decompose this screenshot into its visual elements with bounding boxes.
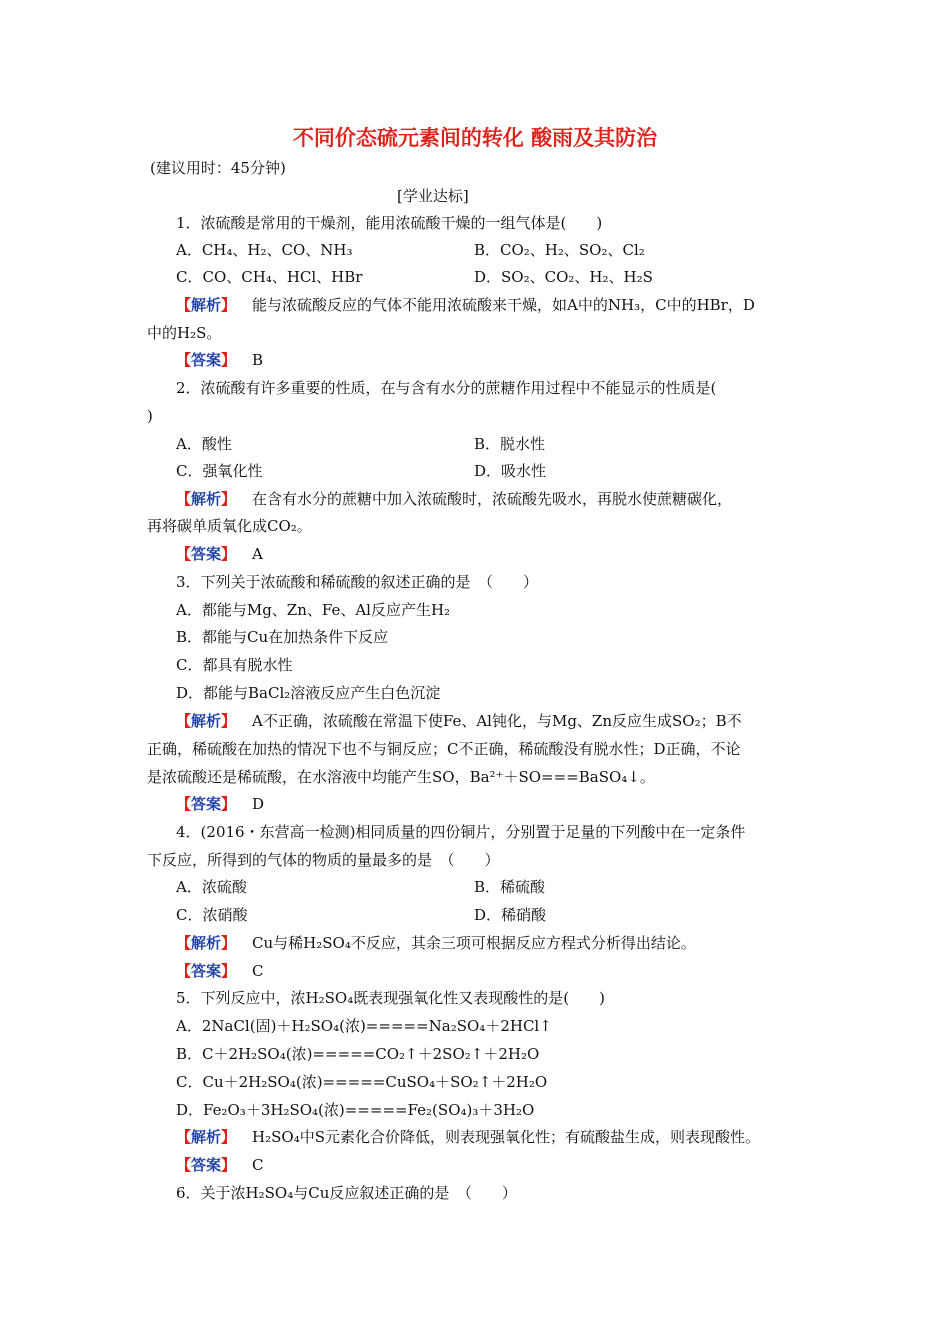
analysis-bracket-close: 】 xyxy=(221,296,237,314)
q1-option-b: B．CO₂、H₂、SO₂、Cl₂ xyxy=(474,241,645,259)
answer-bracket-close: 】 xyxy=(221,545,237,563)
q3-option-a: A．都能与Mg、Zn、Fe、Al反应产生H₂ xyxy=(176,601,451,619)
question-5: 5．下列反应中，浓H₂SO₄既表现强氧化性又表现酸性的是( ) xyxy=(176,989,605,1007)
answer-bracket-close: 】 xyxy=(221,795,237,813)
question-3: 3．下列关于浓硫酸和稀硫酸的叙述正确的是 （ ） xyxy=(176,573,539,591)
analysis-bracket-close: 】 xyxy=(221,490,237,508)
answer-bracket-close: 】 xyxy=(221,962,237,980)
q2-analysis-cont: 再将碳单质氧化成CO₂。 xyxy=(147,517,312,535)
q4-option-d: D．稀硝酸 xyxy=(474,906,547,924)
answer-value: D xyxy=(252,795,265,813)
q3-answer xyxy=(176,794,264,814)
analysis-bracket-close: 】 xyxy=(221,712,237,730)
q3-analysis-cont-1: 正确，稀硫酸在加热的情况下也不与铜反应；C不正确，稀硫酸没有脱水性；D正确，不论 xyxy=(147,740,741,758)
q3-option-d: D．都能与BaCl₂溶液反应产生白色沉淀 xyxy=(176,684,441,702)
answer-value: B xyxy=(252,351,264,369)
q2-option-d: D．吸水性 xyxy=(474,462,547,480)
q5-option-b: B．C＋2H₂SO₄(浓)=====CO₂↑＋2SO₂↑＋2H₂O xyxy=(176,1045,540,1063)
q1-option-d: D．SO₂、CO₂、H₂、H₂S xyxy=(474,268,653,286)
answer-value: C xyxy=(252,962,264,980)
answer-tag: 答案 xyxy=(191,795,222,813)
page-title: 不同价态硫元素间的转化 酸雨及其防治 xyxy=(292,126,658,150)
analysis-bracket-open: 【 xyxy=(176,490,192,508)
q5-analysis xyxy=(176,1127,760,1147)
analysis-text: 能与浓硫酸反应的气体不能用浓硫酸来干燥，如A中的NH₃，C中的HBr，D xyxy=(252,296,755,314)
answer-bracket-close: 】 xyxy=(221,1156,237,1174)
q1-option-a: A．CH₄、H₂、CO、NH₃ xyxy=(176,241,353,259)
answer-bracket-open: 【 xyxy=(176,795,192,813)
q3-option-b: B．都能与Cu在加热条件下反应 xyxy=(176,628,389,646)
q5-option-a: A．2NaCl(固)＋H₂SO₄(浓)=====Na₂SO₄＋2HCl↑ xyxy=(176,1017,552,1035)
analysis-tag: 解析 xyxy=(191,934,222,952)
answer-bracket-open: 【 xyxy=(176,351,192,369)
analysis-tag: 解析 xyxy=(191,1128,222,1146)
answer-value: C xyxy=(252,1156,264,1174)
answer-tag: 答案 xyxy=(191,545,222,563)
analysis-text: A不正确，浓硫酸在常温下使Fe、Al钝化，与Mg、Zn反应生成SO₂；B不 xyxy=(252,712,742,730)
q2-option-a: A．酸性 xyxy=(176,435,232,453)
question-2: 2．浓硫酸有许多重要的性质，在与含有水分的蔗糖作用过程中不能显示的性质是( xyxy=(176,379,717,397)
q4-option-b: B．稀硫酸 xyxy=(474,878,546,896)
q2-answer xyxy=(176,544,263,564)
q4-analysis xyxy=(176,933,696,953)
q5-option-c: C．Cu＋2H₂SO₄(浓)=====CuSO₄＋SO₂↑＋2H₂O xyxy=(176,1073,548,1091)
analysis-tag: 解析 xyxy=(191,296,222,314)
analysis-bracket-open: 【 xyxy=(176,296,192,314)
analysis-bracket-open: 【 xyxy=(176,1128,192,1146)
analysis-text: 在含有水分的蔗糖中加入浓硫酸时，浓硫酸先吸水，再脱水使蔗糖碳化， xyxy=(252,490,733,508)
question-2-cont: ) xyxy=(147,407,153,425)
section-heading: [学业达标] xyxy=(397,187,469,205)
q1-option-c: C．CO、CH₄、HCl、HBr xyxy=(176,268,363,286)
q5-option-d: D．Fe₂O₃＋3H₂SO₄(浓)=====Fe₂(SO₄)₃＋3H₂O xyxy=(176,1101,535,1119)
q2-analysis xyxy=(176,489,732,509)
q1-analysis xyxy=(176,295,755,315)
analysis-bracket-open: 【 xyxy=(176,712,192,730)
answer-bracket-open: 【 xyxy=(176,545,192,563)
answer-value: A xyxy=(252,545,263,563)
q3-analysis-cont-2: 是浓硫酸还是稀硫酸，在水溶液中均能产生SO，Ba²⁺＋SO===BaSO₄↓。 xyxy=(147,768,655,786)
q2-option-c: C．强氧化性 xyxy=(176,462,263,480)
time-hint: (建议用时：45分钟) xyxy=(150,159,286,177)
analysis-bracket-open: 【 xyxy=(176,934,192,952)
analysis-tag: 解析 xyxy=(191,490,222,508)
question-4-cont: 下反应，所得到的气体的物质的量最多的是 （ ） xyxy=(147,851,500,869)
answer-tag: 答案 xyxy=(191,962,222,980)
answer-tag: 答案 xyxy=(191,351,222,369)
analysis-bracket-close: 】 xyxy=(221,934,237,952)
q1-answer xyxy=(176,350,263,370)
q4-option-a: A．浓硫酸 xyxy=(176,878,247,896)
q4-option-c: C．浓硝酸 xyxy=(176,906,248,924)
question-4: 4．(2016・东营高一检测)相同质量的四份铜片，分别置于足量的下列酸中在一定条件 xyxy=(176,823,746,841)
answer-bracket-open: 【 xyxy=(176,962,192,980)
q1-analysis-cont: 中的H₂S。 xyxy=(147,324,222,342)
q2-option-b: B．脱水性 xyxy=(474,435,546,453)
analysis-bracket-close: 】 xyxy=(221,1128,237,1146)
answer-tag: 答案 xyxy=(191,1156,222,1174)
analysis-tag: 解析 xyxy=(191,712,222,730)
q4-answer xyxy=(176,961,264,981)
question-1: 1．浓硫酸是常用的干燥剂，能用浓硫酸干燥的一组气体是( ) xyxy=(176,214,603,232)
q3-option-c: C．都具有脱水性 xyxy=(176,656,293,674)
q3-analysis xyxy=(176,711,742,731)
question-6: 6．关于浓H₂SO₄与Cu反应叙述正确的是 （ ） xyxy=(176,1184,517,1202)
q5-answer xyxy=(176,1155,264,1175)
answer-bracket-open: 【 xyxy=(176,1156,192,1174)
analysis-text: Cu与稀H₂SO₄不反应，其余三项可根据反应方程式分析得出结论。 xyxy=(252,934,696,952)
answer-bracket-close: 】 xyxy=(221,351,237,369)
analysis-text: H₂SO₄中S元素化合价降低，则表现强氧化性；有硫酸盐生成，则表现酸性。 xyxy=(252,1128,761,1146)
